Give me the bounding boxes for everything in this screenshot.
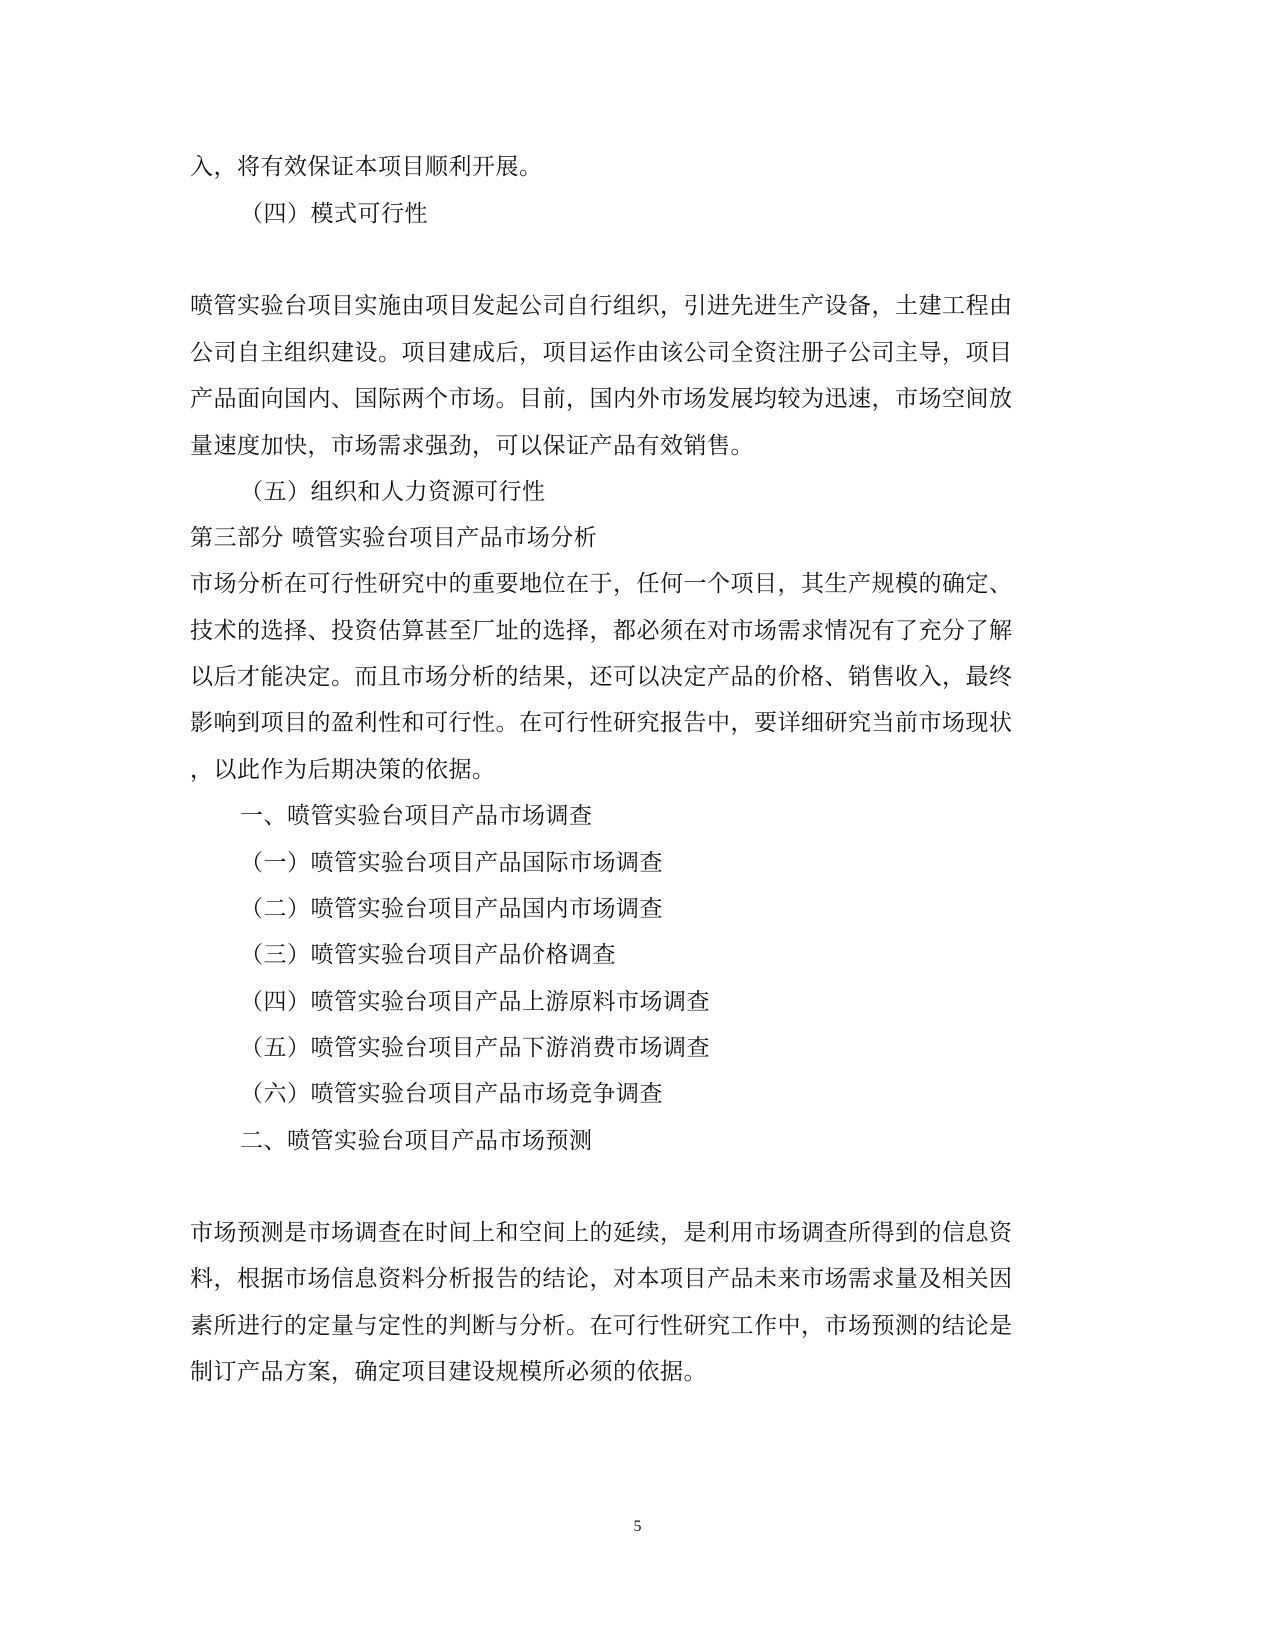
list-item: （六）喷管实验台项目产品市场竞争调查 (240, 1081, 663, 1107)
section-heading: 第三部分 喷管实验台项目产品市场分析 (190, 525, 598, 551)
list-item: （五）喷管实验台项目产品下游消费市场调查 (240, 1035, 710, 1061)
paragraph-line: 影响到项目的盈利性和可行性。在可行性研究报告中，要详细研究当前市场现状 (190, 710, 1013, 736)
paragraph-line: 市场预测是市场调查在时间上和空间上的延续，是利用市场调查所得到的信息资 (190, 1220, 1013, 1246)
paragraph-line: ，以此作为后期决策的依据。 (190, 757, 496, 783)
subheading-model-feasibility: （四）模式可行性 (240, 201, 428, 227)
paragraph-line: 制订产品方案，确定项目建设规模所必须的依据。 (190, 1359, 707, 1385)
paragraph-line: 素所进行的定量与定性的判断与分析。在可行性研究工作中，市场预测的结论是 (190, 1313, 1013, 1339)
paragraph-line: 公司自主组织建设。项目建成后，项目运作由该公司全资注册子公司主导，项目 (190, 340, 1013, 366)
paragraph-line: 技术的选择、投资估算甚至厂址的选择，都必须在对市场需求情况有了充分了解 (190, 618, 1013, 644)
paragraph-line: 入，将有效保证本项目顺利开展。 (190, 154, 543, 180)
list-item: （二）喷管实验台项目产品国内市场调查 (240, 896, 663, 922)
paragraph-line: 量速度加快，市场需求强劲，可以保证产品有效销售。 (190, 433, 754, 459)
subheading-market-forecast: 二、喷管实验台项目产品市场预测 (240, 1128, 593, 1154)
paragraph-line: 市场分析在可行性研究中的重要地位在于，任何一个项目，其生产规模的确定、 (190, 571, 1013, 597)
list-item: （三）喷管实验台项目产品价格调查 (240, 942, 616, 968)
paragraph-line: 产品面向国内、国际两个市场。目前，国内外市场发展均较为迅速，市场空间放 (190, 386, 1013, 412)
list-item: （四）喷管实验台项目产品上游原料市场调查 (240, 989, 710, 1015)
subheading-organization-feasibility: （五）组织和人力资源可行性 (240, 479, 546, 505)
list-item: （一）喷管实验台项目产品国际市场调查 (240, 850, 663, 876)
paragraph-line: 以后才能决定。而且市场分析的结果，还可以决定产品的价格、销售收入，最终 (190, 664, 1013, 690)
subheading-market-survey: 一、喷管实验台项目产品市场调查 (240, 803, 593, 829)
paragraph-line: 喷管实验台项目实施由项目发起公司自行组织，引进先进生产设备，土建工程由 (190, 293, 1013, 319)
page-number: 5 (633, 1518, 642, 1535)
paragraph-line: 料，根据市场信息资料分析报告的结论，对本项目产品未来市场需求量及相关因 (190, 1266, 1013, 1292)
